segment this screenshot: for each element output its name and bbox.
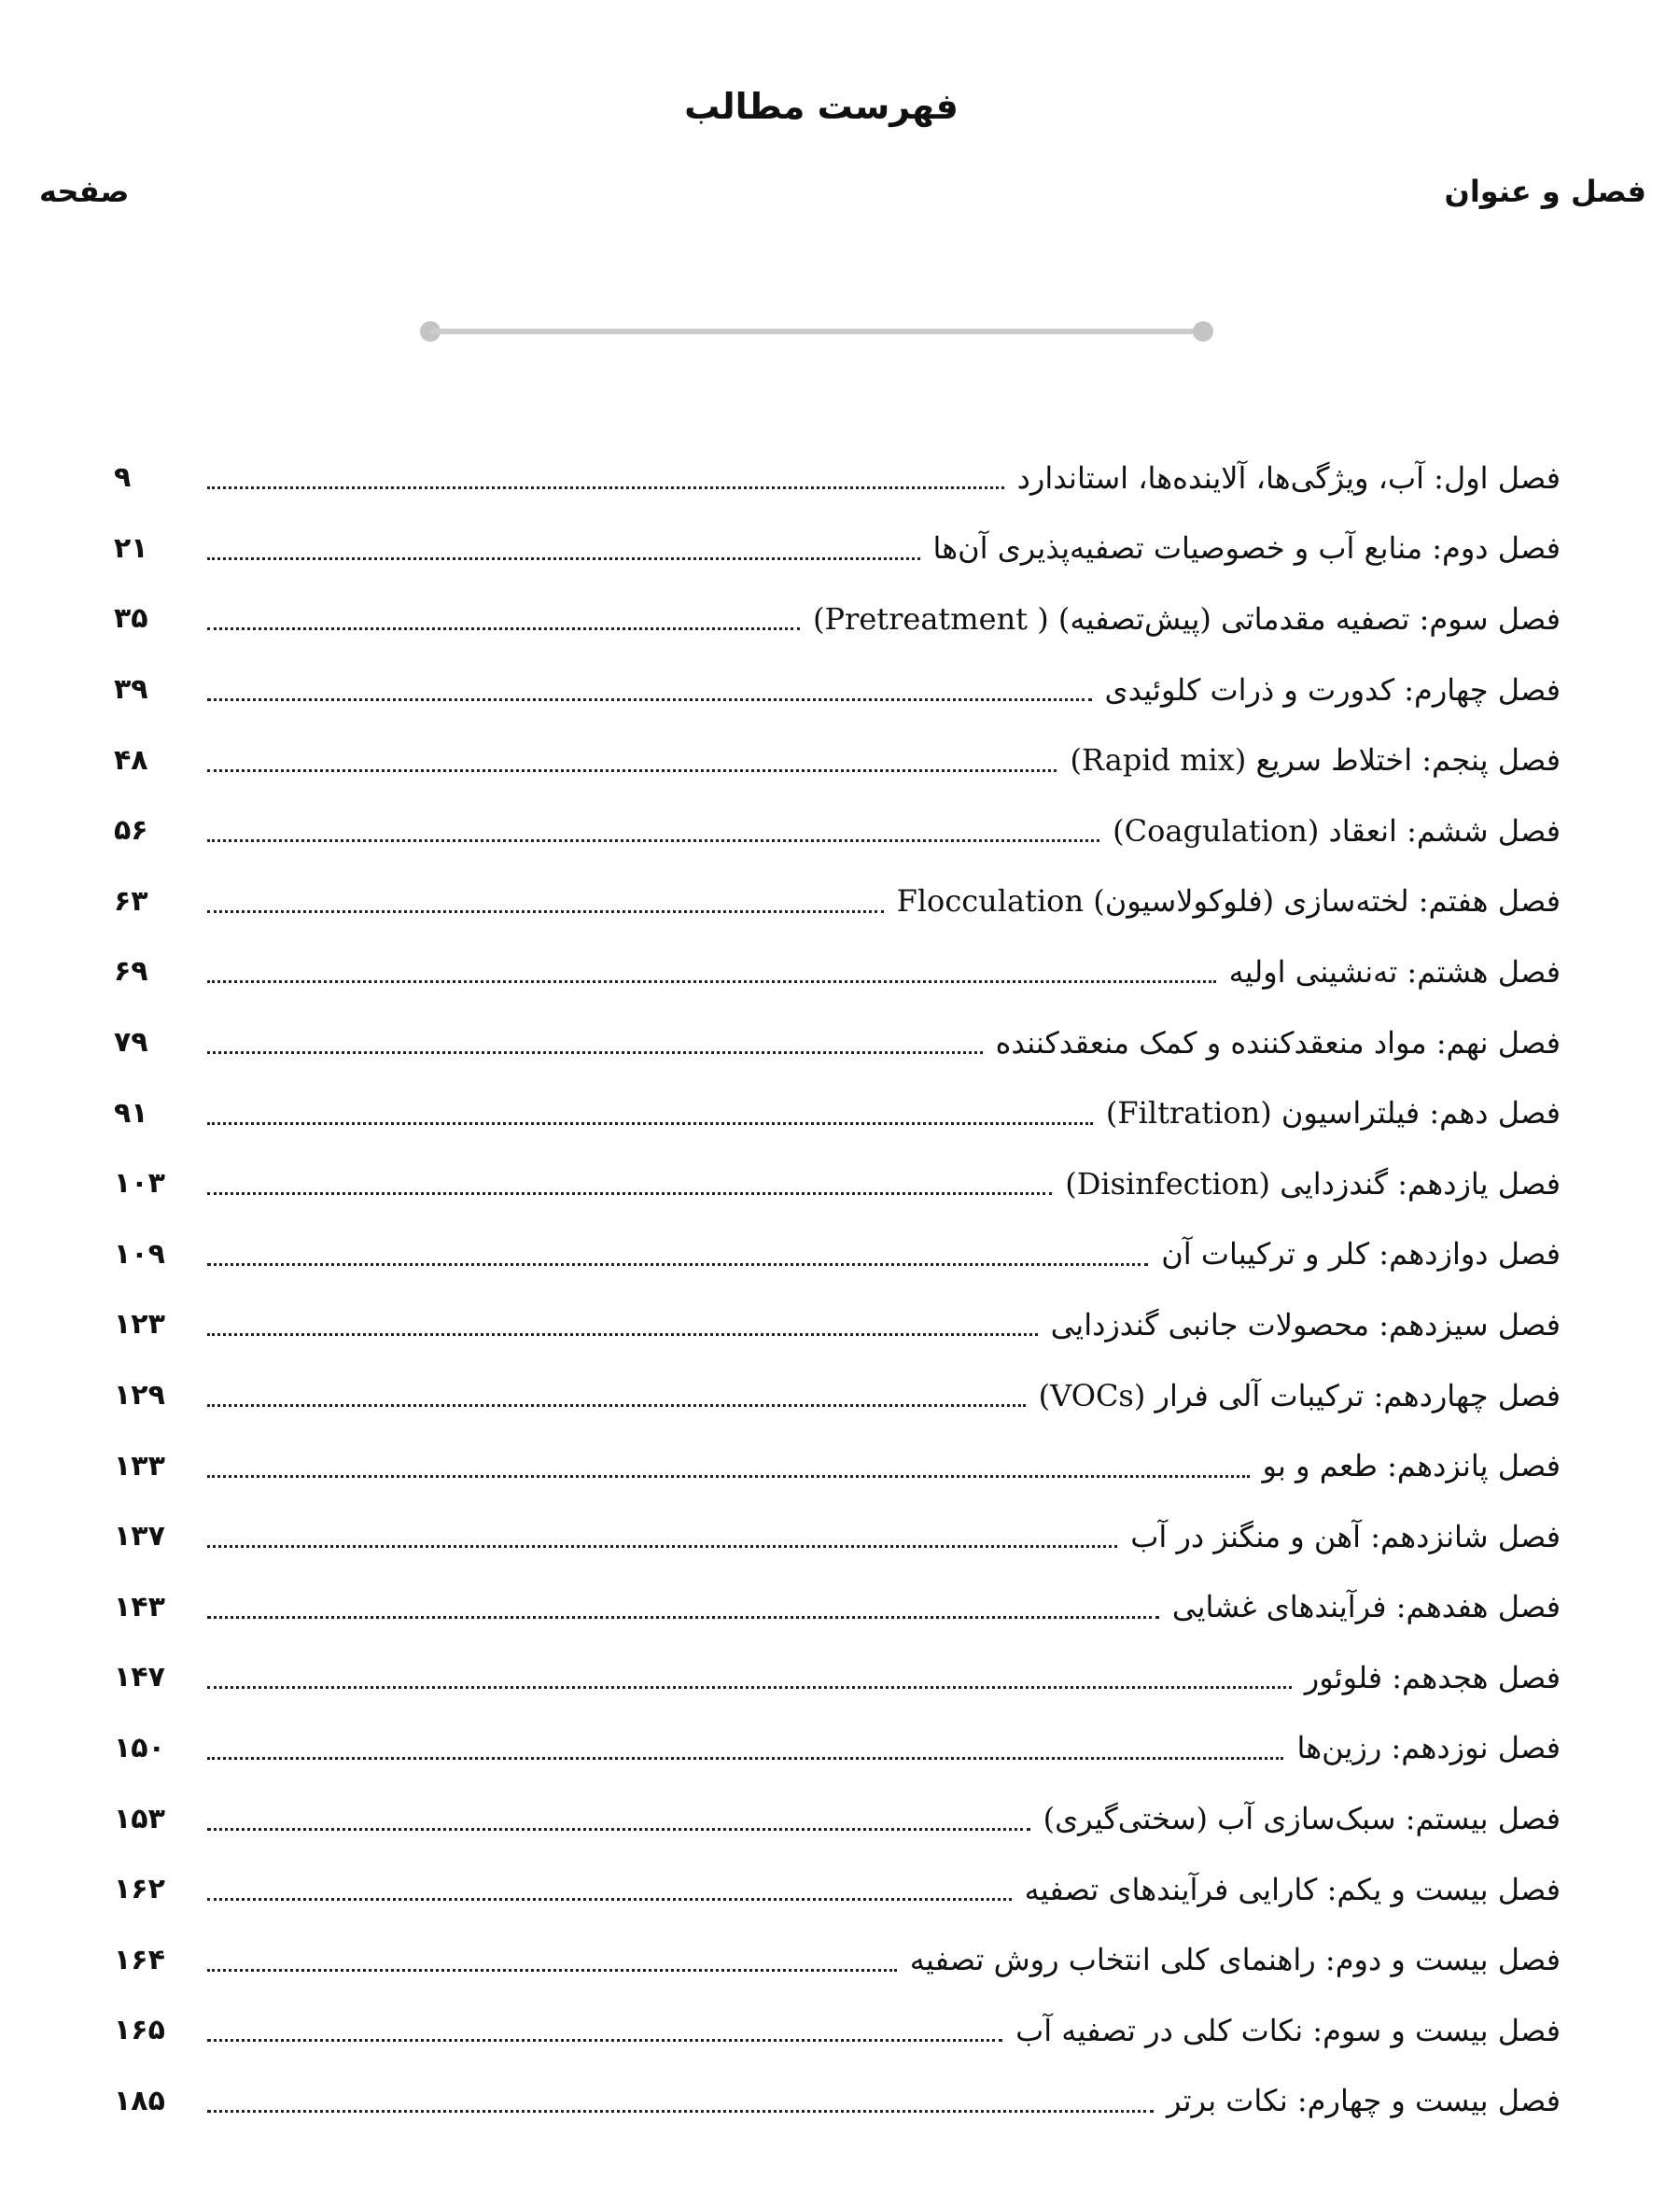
toc-entry-title: فصل یازدهم: گندزدایی (Disinfection) xyxy=(1065,1165,1561,1202)
toc-entry-title: فصل بیست و دوم: راهنمای کلی انتخاب روش تصفیه xyxy=(909,1942,1561,1978)
decorative-divider xyxy=(420,321,1213,342)
dot-leader xyxy=(207,1824,1030,1831)
toc-entry-page: ۱۶۵ xyxy=(114,2014,165,2047)
toc-entry-title: فصل هفدهم: فرآیندهای غشایی xyxy=(1171,1589,1561,1625)
toc-entry-title: فصل بیست و یکم: کارایی فرآیندهای تصفیه xyxy=(1024,1871,1561,1907)
toc-entry-page: ۶۹ xyxy=(114,955,148,989)
divider-dot-right xyxy=(1193,321,1213,342)
toc-entry-title: فصل دهم: فیلتراسیون (Filtration) xyxy=(1105,1095,1561,1132)
toc-entry-title: فصل شانزدهم: آهن و منگنز در آب xyxy=(1130,1518,1561,1554)
dot-leader xyxy=(207,1400,1026,1407)
dot-leader xyxy=(207,1118,1093,1125)
toc-entry[interactable] xyxy=(114,1572,1561,1643)
toc-entry-title: فصل بیست و چهارم: نکات برتر xyxy=(1166,2083,1561,2119)
dot-leader xyxy=(207,1682,1292,1689)
toc-entry-title: فصل هفتم: لخته‌سازی (فلوکولاسیون) Flocculation xyxy=(896,883,1561,920)
toc-entry[interactable] xyxy=(114,1783,1561,1854)
toc-entry[interactable] xyxy=(114,936,1561,1007)
toc-entry[interactable] xyxy=(114,443,1561,513)
dot-leader xyxy=(207,1188,1052,1195)
toc-entry[interactable] xyxy=(114,513,1561,584)
toc-entry[interactable] xyxy=(114,1430,1561,1501)
toc-entry-title: فصل اول: آب، ویژگی‌ها، آلاینده‌ها، استاندارد xyxy=(1016,459,1561,496)
dot-leader xyxy=(207,1541,1117,1548)
toc-entry-page: ۱۰۳ xyxy=(114,1167,165,1201)
toc-entry-page: ۱۲۹ xyxy=(114,1379,165,1413)
chapter-column-header: فصل و عنوان xyxy=(1444,174,1646,209)
toc-entry[interactable] xyxy=(114,1077,1561,1148)
dot-leader xyxy=(207,554,920,560)
dot-leader xyxy=(207,836,1099,842)
dot-leader xyxy=(207,1259,1148,1266)
toc-entry[interactable] xyxy=(114,724,1561,795)
toc-entry-title: فصل نوزدهم: رزین‌ها xyxy=(1296,1730,1561,1766)
toc-entry-title: فصل بیستم: سبک‌سازی آب (سختی‌گیری) xyxy=(1043,1801,1561,1837)
dot-leader xyxy=(207,1894,1012,1901)
toc-entry-page: ۲۱ xyxy=(114,531,148,565)
toc-entry-title: فصل دوازدهم: کلر و ترکیبات آن xyxy=(1161,1236,1561,1272)
page-title: فهرست مطالب xyxy=(684,86,959,127)
dot-leader xyxy=(207,1471,1250,1478)
toc-entry[interactable] xyxy=(114,1854,1561,1925)
toc-entry-page: ۱۵۰ xyxy=(114,1731,165,1764)
toc-entry[interactable] xyxy=(114,1148,1561,1219)
toc-entry-title: فصل هجدهم: فلوئور xyxy=(1304,1659,1561,1695)
toc-entry-page: ۵۶ xyxy=(114,814,148,848)
toc-entry-title: فصل پنجم: اختلاط سریع (Rapid mix) xyxy=(1070,742,1561,779)
dot-leader xyxy=(207,2106,1154,2113)
dot-leader xyxy=(207,1753,1283,1760)
toc-entry-title: فصل دوم: منابع آب و خصوصیات تصفیه‌پذیری آن‌ها xyxy=(932,530,1561,567)
dot-leader xyxy=(207,977,1216,983)
toc-entry-page: ۱۴۳ xyxy=(114,1590,165,1624)
toc-entry-title: فصل چهاردهم: ترکیبات آلی فرار (VOCs) xyxy=(1038,1377,1561,1413)
dot-leader xyxy=(207,766,1057,772)
dot-leader xyxy=(207,695,1092,701)
toc-entry-title: فصل چهارم: کدورت و ذرات کلوئیدی xyxy=(1104,671,1561,708)
dot-leader xyxy=(207,624,800,630)
dot-leader xyxy=(207,2035,1002,2042)
toc-entry[interactable] xyxy=(114,1289,1561,1360)
toc-entry-page: ۶۳ xyxy=(114,884,148,918)
toc-entry[interactable] xyxy=(114,1995,1561,2066)
toc-entry[interactable] xyxy=(114,2066,1561,2137)
toc-entry-title: فصل ششم: انعقاد (Coagulation) xyxy=(1113,812,1561,849)
toc-entry-page: ۳۵ xyxy=(114,602,148,636)
toc-entry-page: ۱۶۴ xyxy=(114,1943,165,1976)
toc-entry[interactable] xyxy=(114,1360,1561,1431)
toc-entry-title: فصل بیست و سوم: نکات کلی در تصفیه آب xyxy=(1015,2012,1561,2048)
toc-entry[interactable] xyxy=(114,654,1561,725)
toc-entry[interactable] xyxy=(114,1219,1561,1290)
dot-leader xyxy=(207,1047,983,1054)
toc-entry[interactable] xyxy=(114,1007,1561,1078)
toc-entry[interactable] xyxy=(114,1713,1561,1784)
toc-entry-page: ۷۹ xyxy=(114,1026,148,1060)
toc-entry-title: فصل نهم: مواد منعقدکننده و کمک منعقدکننده xyxy=(995,1024,1561,1061)
toc-entry-title: فصل سیزدهم: محصولات جانبی گندزدایی xyxy=(1050,1306,1561,1342)
dot-leader xyxy=(207,907,884,913)
toc-entry-page: ۱۵۳ xyxy=(114,1802,165,1835)
toc-entry-title: فصل هشتم: ته‌نشینی اولیه xyxy=(1228,953,1561,990)
toc-entry-title: فصل پانزدهم: طعم و بو xyxy=(1262,1448,1561,1484)
page-column-header: صفحه xyxy=(39,174,130,209)
toc-entry-page: ۱۶۲ xyxy=(114,1873,165,1906)
toc-entry-page: ۱۳۳ xyxy=(114,1449,165,1483)
toc-entry-title: فصل سوم: تصفیه مقدماتی (پیش‌تصفیه) ( Pretreatment) xyxy=(813,600,1561,637)
dot-leader xyxy=(207,1612,1159,1619)
toc-entry-page: ۹۱ xyxy=(114,1096,148,1130)
toc-entry-page: ۱۴۷ xyxy=(114,1661,165,1694)
dot-leader xyxy=(207,1965,897,1972)
toc-entry-page: ۳۹ xyxy=(114,673,148,707)
toc-entry[interactable] xyxy=(114,1642,1561,1713)
toc-entry[interactable] xyxy=(114,795,1561,866)
toc-entry[interactable] xyxy=(114,1924,1561,1995)
dot-leader xyxy=(207,1329,1038,1336)
divider-line xyxy=(429,329,1204,334)
toc-entry-page: ۱۰۹ xyxy=(114,1237,165,1271)
toc-entry[interactable] xyxy=(114,583,1561,654)
toc-entry[interactable] xyxy=(114,866,1561,937)
dot-leader xyxy=(207,483,1004,489)
toc-entry-page: ۴۸ xyxy=(114,743,148,777)
toc-entry-page: ۱۳۷ xyxy=(114,1520,165,1553)
toc-list xyxy=(114,443,1561,2136)
toc-entry[interactable] xyxy=(114,1501,1561,1572)
toc-entry-page: ۹ xyxy=(114,461,132,495)
toc-entry-page: ۱۲۳ xyxy=(114,1308,165,1342)
toc-entry-page: ۱۸۵ xyxy=(114,2084,165,2117)
